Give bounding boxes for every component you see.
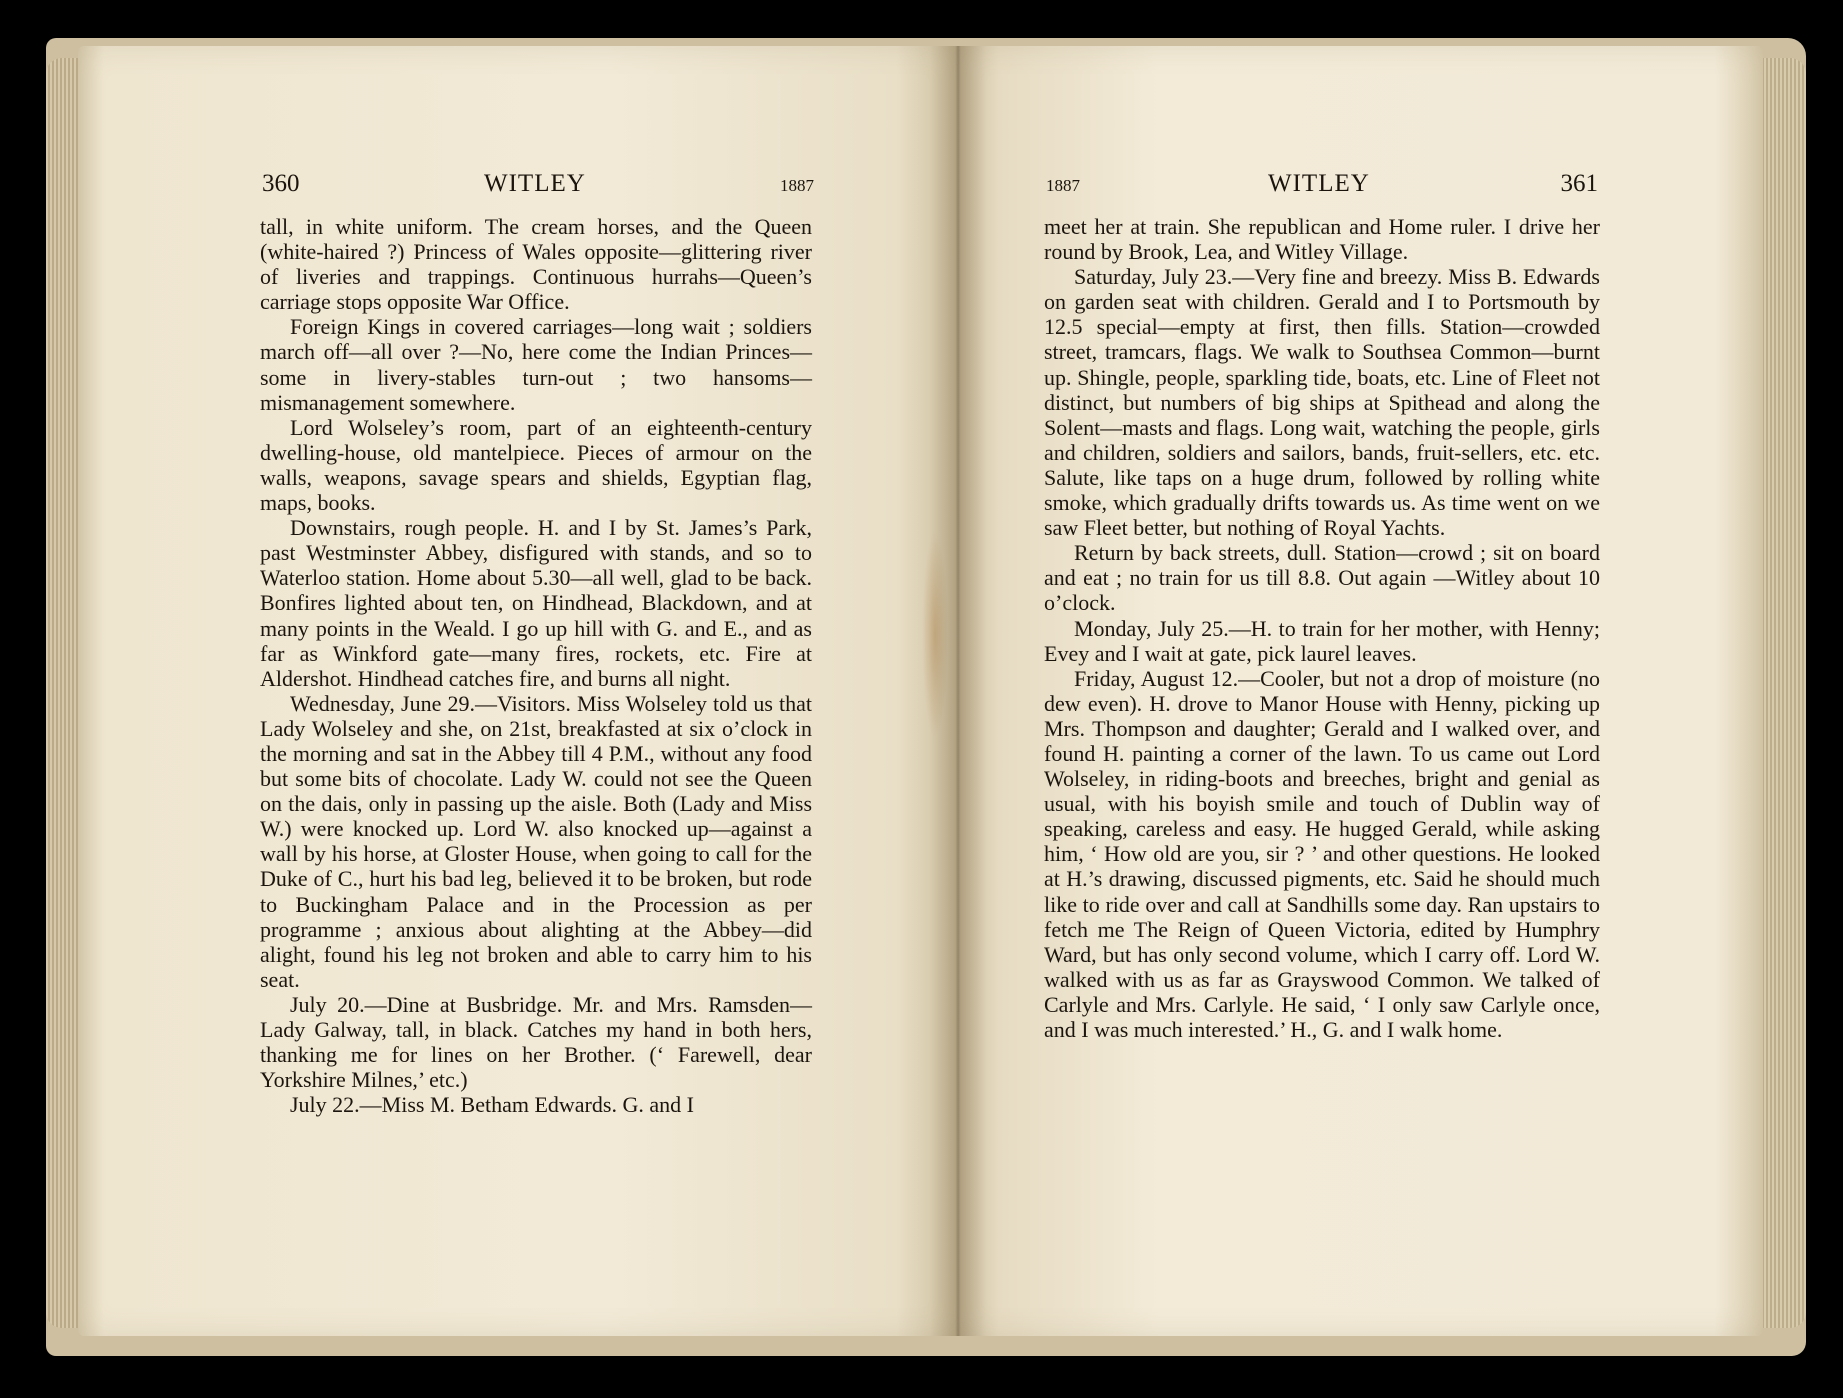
paragraph: Friday, August 12.—Cooler, but not a drop of moisture (no dew even). H. drove to Manor House with Henny, picking up Mrs. Thompson and daughter; Gerald and I walked over, and found H. painting a corner of the lawn. To us came out Lord Wolseley, in riding-boots and breeches, bright and genial as usual, with his boyish smile and touch of Dublin way of speaking, careless and easy. He hugged Gerald, while asking him, ‘ How old are you, sir ? ’ and other questions. He looked at H.’s drawing, discussed pigments, etc. Said he should much like to ride over and call at Sandhills some day. Ran upstairs to fetch me The Reign of Queen Victoria, edited by Humphry Ward, but has only second volume, which I carry off. Lord W. walked with us as far as Grayswood Common. We talked of Carlyle and Mrs. Carlyle. He said, ‘ I only saw Carlyle once, and I was much interested.’ H., G. and I walk home.	[1044, 665, 1600, 1042]
paragraph: July 20.—Dine at Busbridge. Mr. and Mrs. Ramsden—Lady Galway, tall, in black. Catches my hand in both hers, thanking me for lines on her Brother. (‘ Farewell, dear Yorkshire Milnes,’ etc.)	[260, 991, 812, 1093]
right-running-title: WITLEY	[1268, 170, 1370, 197]
left-running-head	[262, 170, 814, 200]
page-edges-right	[1762, 58, 1806, 1328]
right-body-text	[1044, 214, 1600, 1042]
paragraph: Saturday, July 23.—Very fine and breezy. Miss B. Edwards on garden seat with children. Gerald and I to Portsmouth by 12.5 special—empty at first, then fills. Station—crowded street, tramcars, flags. We walk to Southsea Common—burnt up. Shingle, people, sparkling tide, boats, etc. Line of Fleet not distinct, but numbers of big ships at Spithead and along the Solent—masts and flags. Long wait, watching the people, girls and children, soldiers and sailors, bands, fruit-sellers, etc. etc. Salute, like taps on a huge drum, followed by rolling white smoke, which gradually drifts towards us. As time went on we saw Fleet better, but nothing of Royal Yachts.	[1044, 264, 1600, 541]
paragraph: July 22.—Miss M. Betham Edwards. G. and I	[290, 1092, 694, 1118]
paragraph: meet her at train. She republican and Home ruler. I drive her round by Brook, Lea, and Witley Village.	[1044, 214, 1600, 265]
left-body-text	[260, 214, 812, 1117]
left-running-year: 1887	[780, 176, 814, 195]
paragraph: tall, in white uniform. The cream horses, and the Queen (white-haired ?) Princess of Wales opposite—glittering river of liveries and trappings. Continuous hurrahs—Queen’s carriage stops opposite War Office.	[260, 214, 812, 315]
paragraph: Monday, July 25.—H. to train for her mother, with Henny; Evey and I wait at gate, pick laurel leaves.	[1044, 615, 1600, 666]
right-page-number: 361	[1560, 170, 1598, 197]
page-edges-left	[46, 58, 80, 1328]
left-running-title: WITLEY	[484, 170, 586, 197]
paragraph: Lord Wolseley’s room, part of an eighteenth-century dwelling-house, old mantelpiece. Pieces of armour on the walls, weapons, savage spears and shields, Egyptian flag, maps, books.	[260, 414, 812, 516]
paragraph: Foreign Kings in covered carriages—long wait ; soldiers march off—all over ?—No, here come the Indian Princes—some in livery-stables turn-out ; two hansoms—mismanagement somewhere.	[260, 314, 812, 415]
spine-stain	[922, 530, 948, 740]
right-running-head	[1046, 170, 1598, 200]
paragraph: Return by back streets, dull. Station—crowd ; sit on board and eat ; no train for us till 8.8. Out again —Witley about 10 o’clock.	[1044, 540, 1600, 616]
paragraph: Wednesday, June 29.—Visitors. Miss Wolseley told us that Lady Wolseley and she, on 21st, breakfasted at six o’clock in the morning and sat in the Abbey till 4 P.M., without any food but some bits of chocolate. Lady W. could not see the Queen on the dais, only in passing up the aisle. Both (Lady and Miss W.) were knocked up. Lord W. also knocked up—against a wall by his horse, at Gloster House, when going to call for the Duke of C., hurt his bad leg, believed it to be broken, but rode to Buckingham Palace and in the Procession as per programme ; anxious about alighting at the Abbey—did alight, found his leg not broken and able to carry him to his seat.	[260, 690, 812, 992]
paragraph: Downstairs, rough people. H. and I by St. James’s Park, past Westminster Abbey, disfigured with stands, and so to Waterloo station. Home about 5.30—all well, glad to be back. Bonfires lighted about ten, on Hindhead, Blackdown, and at many points in the Weald. I go up hill with G. and E., and as far as Winkford gate—many fires, rockets, etc. Fire at Aldershot. Hindhead catches fire, and burns all night.	[260, 515, 812, 691]
right-running-year: 1887	[1046, 176, 1080, 195]
left-page-number: 360	[262, 170, 300, 197]
